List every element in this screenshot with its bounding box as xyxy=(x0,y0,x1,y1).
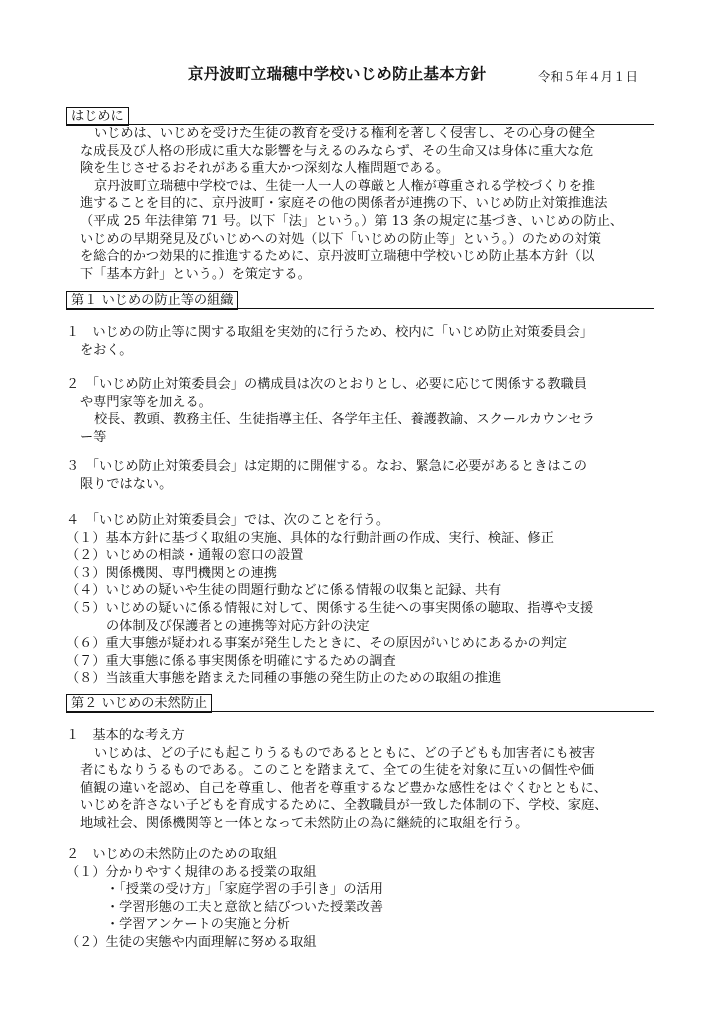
section2-sub2-item: （１）分かりやすく規律のある授業の取組 xyxy=(66,864,317,880)
intro-p1-line: 険を生じさせるおそれがある重大かつ深刻な人権問題である。 xyxy=(80,161,450,177)
intro-p2-line: 下「基本方針」という。）を策定する。 xyxy=(80,266,311,282)
section2-sub2-bullet: ・「授業の受け方」「家庭学習の手引き」の活用 xyxy=(106,882,383,898)
section1-item4-list-item: （３）関係機関、専門機関との連携 xyxy=(66,565,277,581)
section1-item2 xyxy=(66,376,658,446)
section2-sub2-item: （２）生徒の実態や内面理解に努める取組 xyxy=(66,934,317,950)
section2-sub2-bullet: ・学習アンケートの実施と分析 xyxy=(106,917,290,933)
section2-sub1-line: 者にもなりうるものである。このことを踏まえて、全ての生徒を対象に互いの個性や価 xyxy=(80,763,595,779)
section1-heading: 第１ いじめの防止等の組織 xyxy=(66,291,238,310)
section2-sub2-bullet: ・学習形態の工夫と意欲と結びついた授業改善 xyxy=(106,899,383,915)
section2-sub1 xyxy=(66,727,658,833)
section1-item3-line: ３ 「いじめ防止対策委員会」は定期的に開催する。なお、緊急に必要があるときはこの xyxy=(66,459,587,474)
section1-item4-list-item: （１）基本方針に基づく取組の実施、具体的な行動計画の作成、実行、検証、修正 xyxy=(66,530,554,546)
intro-p2-line: （平成 25 年法律第 71 号。以下「法」という。）第 13 条の規定に基づき、いじめの防止、 xyxy=(80,213,624,229)
document-date: 令和５年４月１日 xyxy=(538,69,639,84)
section1-item2-line: や専門家等を加える。 xyxy=(80,394,212,410)
section2-sub2 xyxy=(66,846,658,952)
intro-p2-line: いじめの早期発見及びいじめへの対処（以下「いじめの防止等」という。）のための対策 xyxy=(80,231,601,247)
intro-p1-line: な成長及び人格の形成に重大な影響を与えるのみならず、その生命又は身体に重大な危 xyxy=(80,143,594,159)
section1-item4-list-item: （６）重大事態が疑われる事案が発生したときに、その原因がいじめにあるかの判定 xyxy=(66,636,568,652)
section1-item1 xyxy=(66,324,658,359)
section2-sub1-title: １ 基本的な考え方 xyxy=(66,728,185,743)
section1-item2-members-line: 校長、教頭、教務主任、生徒指導主任、各学年主任、養護教諭、スクールカウンセラ xyxy=(94,412,595,428)
intro-p2-line: を総合的かつ効果的に推進するために、京丹波町立瑞穂中学校いじめ防止基本方針（以 xyxy=(80,249,595,265)
section1-item4-list-item: （５）いじめの疑いに係る情報に対して、関係する生徒への事実関係の聴取、指導や支援 xyxy=(66,600,594,616)
intro-body xyxy=(66,125,658,283)
section2-sub1-line: いじめは、どの子にも起こりうるものであるとともに、どの子どもも加害者にも被害 xyxy=(94,745,596,761)
section1-item3-line: 限りではない。 xyxy=(80,476,173,492)
document-title: 京丹波町立瑞穂中学校いじめ防止基本方針 xyxy=(188,65,487,83)
section1-item4 xyxy=(66,512,658,688)
section1-item4-list-item: （８）当該重大事態を踏まえた同種の事態の発生防止のための取組の推進 xyxy=(66,671,502,687)
section2-heading: 第２ いじめの未然防止 xyxy=(66,694,212,713)
section1-item3 xyxy=(66,458,658,493)
section1-item4-list-item: （４）いじめの疑いや生徒の問題行動などに係る情報の収集と記録、共有 xyxy=(66,583,502,599)
section1-item2-members-line: ー等 xyxy=(80,429,107,445)
section1-item1-line: １ いじめの防止等に関する取組を実効的に行うため、校内に「いじめ防止対策委員会」 xyxy=(66,325,593,340)
section1-item4-list-item: （７）重大事態に係る事実関係を明確にするための調査 xyxy=(66,653,396,669)
intro-heading: はじめに xyxy=(66,107,129,126)
section1-item4-title: ４ 「いじめ防止対策委員会」では、次のことを行う。 xyxy=(66,513,390,528)
section1-item4-list-item-cont: の体制及び保護者との連携等対応方針の決定 xyxy=(106,618,370,634)
section1-item4-list-item: （２）いじめの相談・通報の窓口の設置 xyxy=(66,548,304,564)
section2-sub1-line: いじめを許さない子どもを育成するために、全教職員が一致した体制の下、学校、家庭、 xyxy=(80,798,608,814)
intro-p1-line: いじめは、いじめを受けた生徒の教育を受ける権利を著しく侵害し、その心身の健全 xyxy=(94,126,596,141)
section1-item2-line: ２ 「いじめ防止対策委員会」の構成員は次のとおりとし、必要に応じて関係する教職員 xyxy=(66,377,587,392)
intro-p2-line: 進することを目的に、京丹波町・家庭その他の関係者が連携の下、いじめ防止対策推進法 xyxy=(80,196,608,212)
section2-sub1-line: 地域社会、関係機関等と一体となって未然防止の為に継続的に取組を行う。 xyxy=(80,815,529,831)
title-row xyxy=(0,66,724,88)
section2-sub2-title: ２ いじめの未然防止のための取組 xyxy=(66,847,277,862)
intro-p2-line: 京丹波町立瑞穂中学校では、生徒一人一人の尊厳と人権が尊重される学校づくりを推 xyxy=(94,178,596,194)
section2-sub1-line: 値観の違いを認め、自己を尊重し、他者を尊重するなど豊かな感性をはぐくむとともに、 xyxy=(80,780,607,796)
section1-item1-line: をおく。 xyxy=(80,342,133,358)
